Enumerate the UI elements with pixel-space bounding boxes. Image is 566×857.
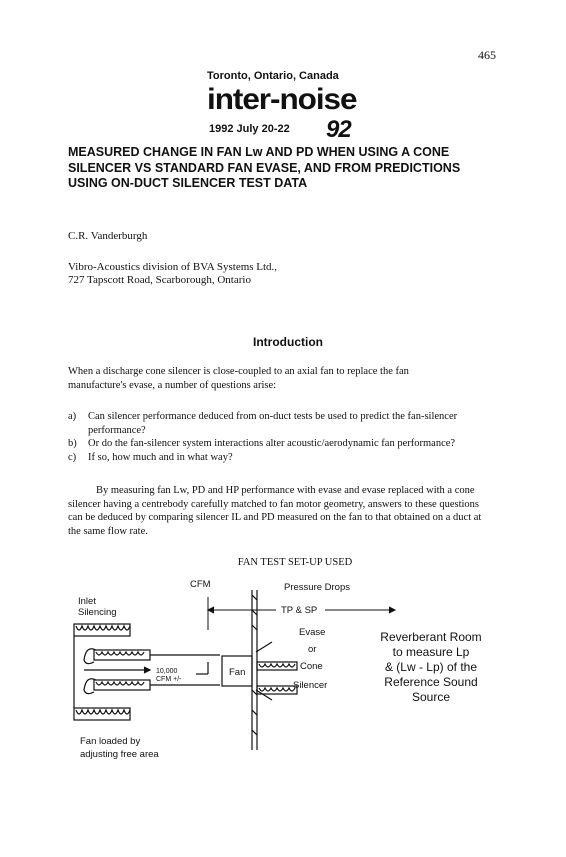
cone-label: Cone [300, 661, 323, 672]
body-paragraph: By measuring fan Lw, PD and HP performance with evase and evase replaced with a cone silencer having a centrebody carefully matched to fan motor geometry, answers to these questions can be deduced by comparing silencer IL and PD measured on the fan to that obtained on a duct at the same flow rate. [68, 485, 482, 537]
evase-label: Evase [299, 627, 326, 638]
question-label: a) [68, 411, 77, 422]
cone-silencer [256, 642, 297, 700]
silencing-label: Silencing [78, 607, 117, 618]
section-heading-introduction: Introduction [253, 335, 323, 349]
or-label: or [308, 644, 317, 655]
fan-test-setup-diagram [0, 570, 566, 770]
question-list [68, 410, 508, 464]
conference-location: Toronto, Ontario, Canada [207, 70, 339, 82]
test-room-wall [252, 590, 257, 750]
inlet-label: Inlet [78, 596, 96, 607]
page-number: 465 [478, 48, 496, 62]
question-label: b) [68, 438, 77, 449]
conference-logo: inter-noise [207, 83, 357, 116]
affiliation-line-1: Vibro-Acoustics division of BVA Systems Ltd., [68, 261, 278, 273]
fan-label: Fan [229, 667, 246, 678]
inlet-silencer [74, 624, 220, 720]
reverberant-line: Source [411, 690, 451, 704]
question-item [68, 451, 508, 465]
cfm-label: CFM [190, 579, 211, 590]
pressure-drops-label: Pressure Drops [284, 582, 350, 593]
reverberant-line: to measure Lp [392, 645, 470, 659]
intro-paragraph: When a discharge cone silencer is close-coupled to an axial fan to replace the fan manufacture's evase, a number of questions arise: [68, 366, 409, 391]
figure-caption: FAN TEST SET-UP USED [237, 557, 353, 568]
question-text: Can silencer performance deduced from on-duct tests be used to predict the fan-silencer performance? [88, 411, 458, 436]
reverberant-line: & (Lw - Lp) of the [384, 660, 478, 674]
paper-title: MEASURED CHANGE IN FAN Lw AND PD WHEN USING A CONE SILENCER VS STANDARD FAN EVASE, AND FROM PREDICTIONS USING ON-DUCT SILENCER TEST DATA [68, 145, 461, 190]
conference-dates: 1992 July 20-22 [209, 123, 290, 135]
flow-unit-label: CFM +/- [156, 676, 182, 683]
flow-value-label: 10,000 [156, 668, 178, 675]
conference-year: 92 [326, 116, 351, 143]
question-text: Or do the fan-silencer system interactions alter acoustic/aerodynamic fan performance? [88, 438, 456, 449]
question-label: c) [68, 451, 77, 463]
question-text: If so, how much and in what way? [88, 451, 233, 463]
fan-loaded-label: Fan loaded by [80, 736, 141, 747]
question-item [68, 437, 508, 451]
tp-sp-label: TP & SP [281, 605, 318, 616]
fan-loaded-label: adjusting free area [80, 749, 159, 760]
question-item [68, 410, 508, 437]
silencer-label: Silencer [293, 680, 328, 691]
reverberant-room-note [380, 630, 481, 704]
reverberant-line: Reference Sound [384, 675, 478, 689]
author-name: C.R. Vanderburgh [68, 230, 148, 242]
affiliation-line-2: 727 Tapscott Road, Scarborough, Ontario [68, 274, 251, 286]
reverberant-line: Reverberant Room [380, 630, 482, 644]
